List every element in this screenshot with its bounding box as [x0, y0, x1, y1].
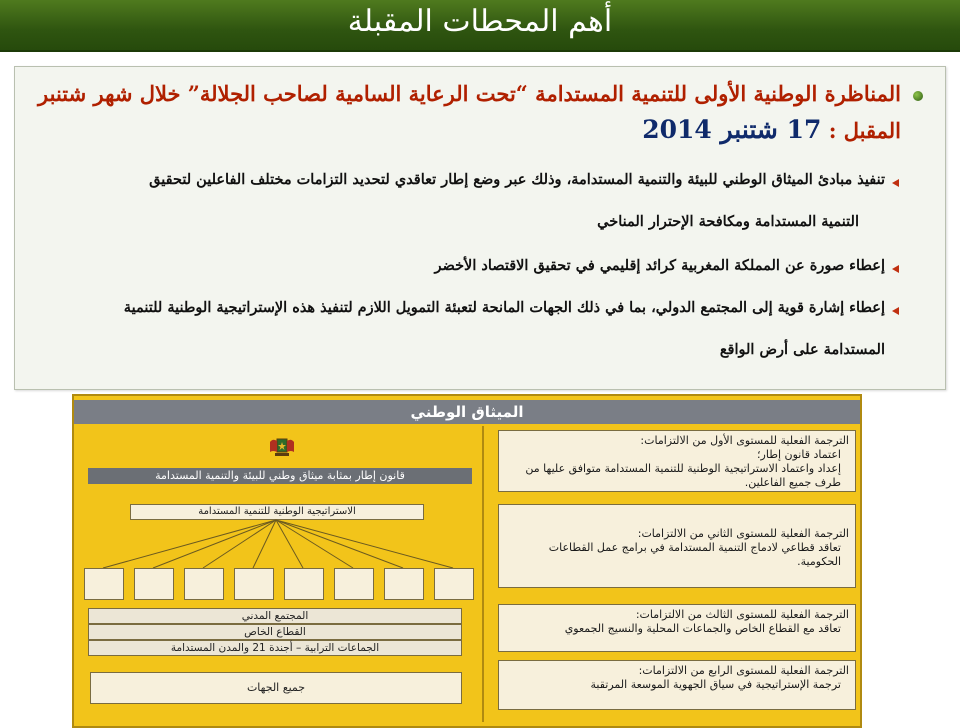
sector-box: [184, 568, 224, 600]
bullet-3-line2: المستدامة على أرض الواقع: [719, 341, 885, 358]
bullet-1-line2: التنمية المستدامة ومكافحة الإحترار المناخي: [597, 213, 859, 230]
level-1-title: الترجمة الفعلية للمستوى الأول من الالتزامات:: [640, 434, 849, 447]
sector-box: [434, 568, 474, 600]
level-4-item-1: ترجمة الإستراتيجية في سياق الجهوية الموسعة المرتقبة: [590, 678, 841, 691]
charter-diagram: [72, 394, 862, 728]
level-3-item-1: تعاقد مع القطاع الخاص والجماعات المحلية والنسيج الجمعوي: [564, 622, 841, 635]
level-1-item-1: اعتماد قانون إطار؛: [757, 448, 841, 461]
level-3-box: [498, 604, 856, 652]
bullet-3-line1: إعطاء إشارة قوية إلى المجتمع الدولي، بما في ذلك الجهات المانحة لتعبئة التمويل اللازم لتنفيذ هذه الإستراتيجية الوطنية للتنمية: [123, 299, 885, 316]
sector-box: [284, 568, 324, 600]
level-1-item-2: إعداد واعتماد الاستراتيجية الوطنية للتنمية المستدامة متوافق عليها من طرف جميع الفاعلين.: [525, 462, 841, 489]
title-bar: [0, 0, 960, 52]
row-private-sector: القطاع الخاص: [88, 624, 462, 640]
main-point-line1: المناظرة الوطنية الأولى للتنمية المستدامة “تحت الرعاية السامية لصاحب الجلالة” خلال شهر شتنبر: [38, 81, 901, 106]
date-label: المقبل :: [828, 118, 901, 143]
strategy-box: الاستراتيجية الوطنية للتنمية المستدامة: [130, 504, 424, 520]
bullet-arrow-icon: [892, 307, 899, 315]
bullet-arrow-icon: [892, 265, 899, 273]
row-territorial: الجماعات الترابية – أجندة 21 والمدن المستدامة: [88, 640, 462, 656]
bullet-2-line1: إعطاء صورة عن المملكة المغربية كرائد إقليمي في تحقيق الاقتصاد الأخضر: [434, 257, 885, 274]
level-4-box: [498, 660, 856, 710]
level-2-title: الترجمة الفعلية للمستوى الثاني من الالتزامات:: [637, 527, 849, 540]
main-point-line2: [642, 115, 901, 144]
law-bar: قانون إطار بمثابة ميثاق وطني للبيئة والتنمية المستدامة: [88, 468, 472, 484]
level-1-box: [498, 430, 856, 492]
level-3-title: الترجمة الفعلية للمستوى الثالث من الالتزامات:: [635, 608, 849, 621]
date-value: 17 شتنبر 2014: [642, 115, 822, 144]
bullet-arrow-icon: [892, 179, 899, 187]
sector-box: [334, 568, 374, 600]
level-2-item-1: تعاقد قطاعي لادماج التنمية المستدامة في برامج عمل القطاعات الحكومية.: [548, 541, 841, 568]
diagram-title: الميثاق الوطني: [74, 400, 860, 424]
sector-box: [384, 568, 424, 600]
level-2-box: [498, 504, 856, 588]
content-box: [14, 66, 946, 390]
slide-title: أهم المحطات المقبلة: [347, 4, 613, 39]
bullet-1-line1: تنفيذ مبادئ الميثاق الوطني للبيئة والتنمية المستدامة، وذلك عبر وضع إطار تعاقدي لتحديد التزامات مختلف الفاعلين لتحقيق: [149, 171, 885, 188]
sector-box: [134, 568, 174, 600]
sector-box: [84, 568, 124, 600]
sector-box: [234, 568, 274, 600]
green-bullet-icon: [913, 91, 923, 101]
row-civil-society: المجتمع المدني: [88, 608, 462, 624]
all-regions-box: جميع الجهات: [90, 672, 462, 704]
level-4-title: الترجمة الفعلية للمستوى الرابع من الالتزامات:: [638, 664, 849, 677]
column-divider: [482, 426, 484, 722]
